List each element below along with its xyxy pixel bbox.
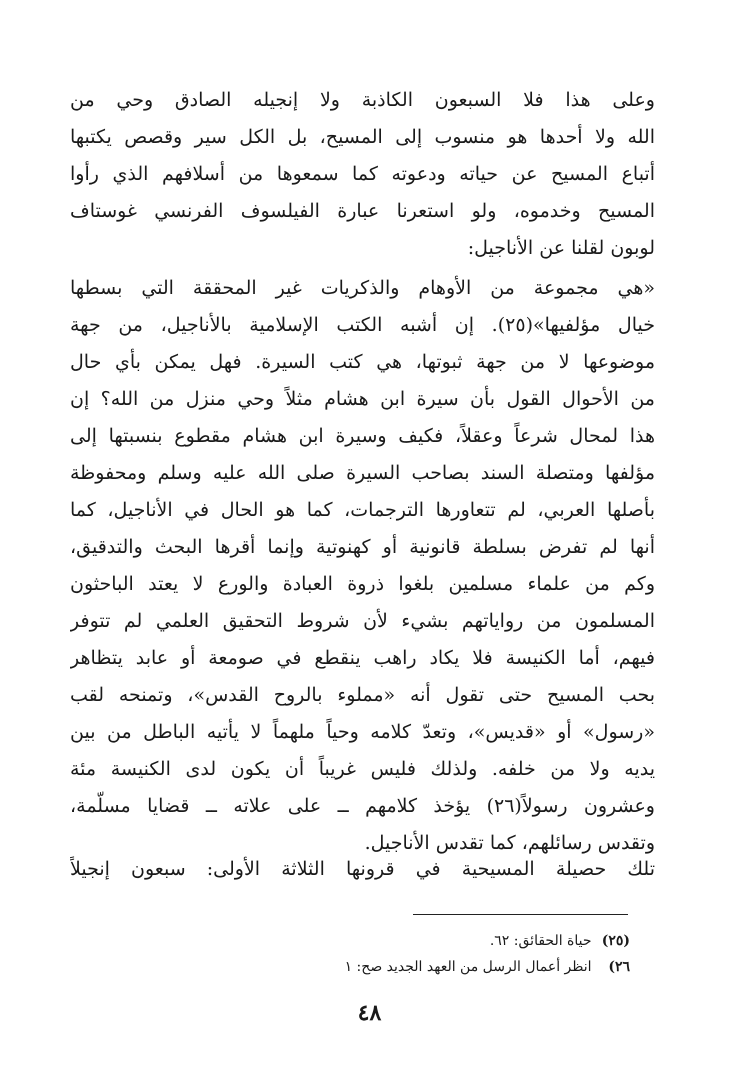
text-line: بحب المسيح حتى تقول أنه «مملوء بالروح القدس»، وتمنحه لقب	[70, 684, 655, 706]
text-line: وكم من علماء مسلمين بلغوا ذروة العبادة والورع لا يعتد الباحثون	[70, 573, 655, 595]
text-line: الله ولا أحدها هو منسوب إلى المسيح، بل الكل سير وقصص يكتبها	[70, 126, 655, 148]
text-line: «رسول» أو «قديس»، وتعدّ كلامه وحياً ملهماً لا يأتيه الباطل من بين	[70, 721, 655, 743]
footnote-number: (٢٥)	[601, 933, 630, 949]
text-line: يديه ولا من خلفه. ولذلك فليس غريباً أن يكون لدى الكنيسة مئة	[70, 758, 655, 780]
text-line: وعلى هذا فلا السبعون الكاذبة ولا إنجيله الصادق وحي من	[70, 89, 655, 111]
footnote-text: انظر أعمال الرسل من العهد الجديد صح: ١	[344, 959, 592, 975]
text-line: بأصلها العربي، لم تتعاورها الترجمات، كما هو الحال في الأناجيل، كما	[70, 499, 655, 521]
footnote-25	[300, 928, 630, 954]
text-line: هذا لمحال شرعاً وعقلاً، فكيف وسيرة ابن هشام مقطوع بنسبتها إلى	[70, 425, 655, 447]
text-line: خيال مؤلفيها»(٢٥). إن أشبه الكتب الإسلامية بالأناجيل، من جهة	[70, 314, 655, 336]
text-line: تلك حصيلة المسيحية في قرونها الثلاثة الأولى: سبعون إنجيلاً	[70, 858, 655, 880]
text-line: مؤلفها ومتصلة السند بصاحب السيرة صلى الله عليه وسلم ومحفوظة	[70, 462, 655, 484]
text-line: وعشرون رسولاً(٢٦) يؤخذ كلامهم ــ على علاته ــ قضايا مسلّمة،	[70, 795, 655, 817]
footnotes	[300, 928, 630, 980]
footnote-divider	[413, 914, 628, 915]
footnote-text: حياة الحقائق: ٦٢.	[489, 933, 592, 949]
text-line: لوبون لقلنا عن الأناجيل:	[467, 237, 655, 259]
text-line: موضوعها لا من جهة ثبوتها، هي كتب السيرة. فهل يمكن بأي حال	[70, 351, 655, 373]
footnote-26	[300, 954, 630, 980]
text-line: من الأحوال القول بأن سيرة ابن هشام مثلاً وحي منزل من الله؟ إن	[70, 388, 655, 410]
text-line: فيهم، أما الكنيسة فلا يكاد راهب ينقطع في صومعة أو عابد يتظاهر	[70, 647, 655, 669]
paragraph-2	[70, 270, 655, 862]
text-line: أتباع المسيح عن حياته ودعوته كما سمعوها من أسلافهم الذي رأوا	[70, 163, 655, 185]
text-line: المسلمون من رواياتهم بشيء لأن شروط التحقيق العلمي لم تتوفر	[70, 610, 655, 632]
text-line: وتقدس رسائلهم، كما تقدس الأناجيل.	[364, 832, 655, 854]
paragraph-3	[70, 851, 655, 888]
text-line: أنها لم تفرض بسلطة قانونية أو كهنوتية وإنما أقرها البحث والتدقيق،	[70, 536, 655, 558]
footnote-number: ٢٦)	[608, 959, 630, 975]
paragraph-1	[70, 82, 655, 267]
text-line: «هي مجموعة من الأوهام والذكريات غير المحققة التي بسطها	[70, 277, 655, 299]
page-number: ٤٨	[357, 1000, 382, 1026]
text-line: المسيح وخدموه، ولو استعرنا عبارة الفيلسوف الفرنسي غوستاف	[70, 200, 655, 222]
